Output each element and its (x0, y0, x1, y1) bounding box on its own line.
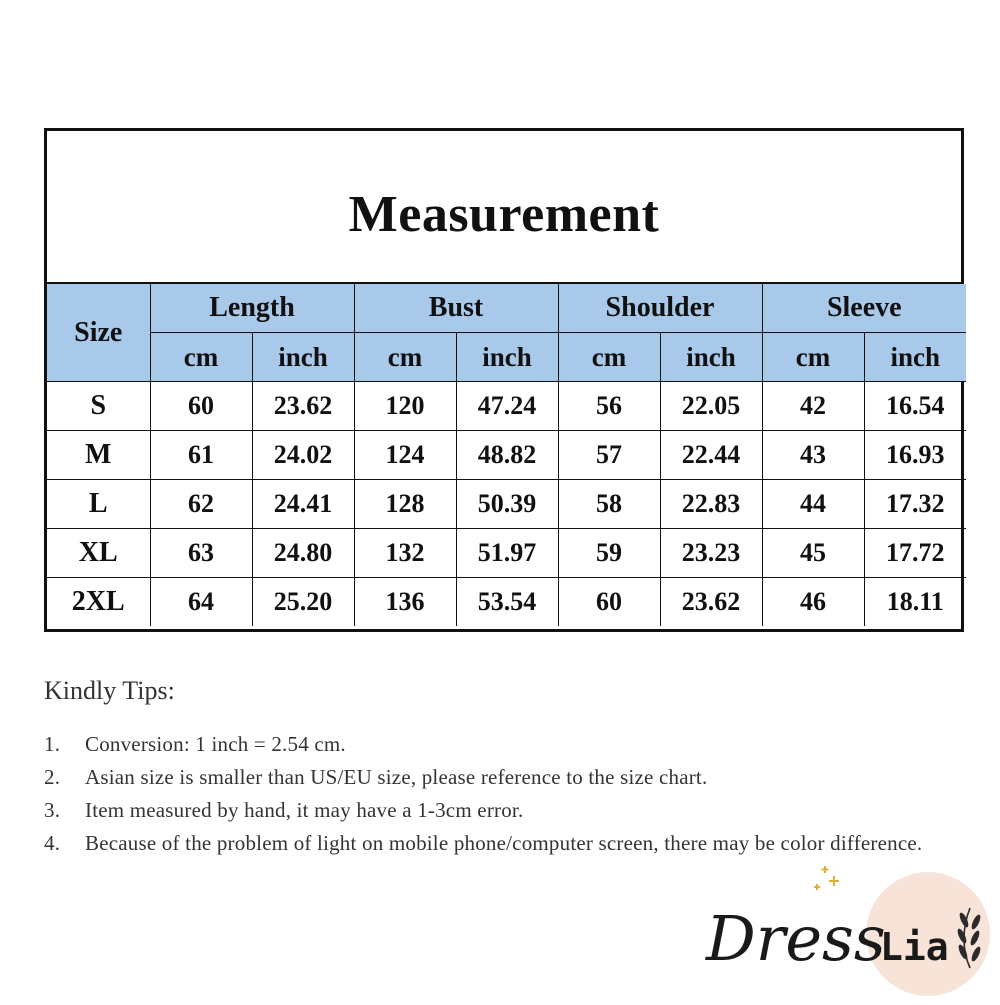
logo-block-text: Lia (880, 925, 949, 969)
measurement-table (47, 284, 966, 626)
length-group-header: Length (150, 284, 354, 333)
tips-heading: Kindly Tips: (44, 676, 175, 705)
table-cell: 128 (354, 480, 456, 529)
table-cell: 61 (150, 431, 252, 480)
table-cell: 22.83 (660, 480, 762, 529)
table-cell: 64 (150, 578, 252, 627)
table-cell: 50.39 (456, 480, 558, 529)
table-row (47, 529, 966, 578)
size-cell: 2XL (47, 578, 150, 627)
table-cell: 58 (558, 480, 660, 529)
table-cell: 25.20 (252, 578, 354, 627)
size-cell: S (47, 382, 150, 431)
table-cell: 23.62 (660, 578, 762, 627)
table-cell: 62 (150, 480, 252, 529)
size-cell: XL (47, 529, 150, 578)
size-cell: L (47, 480, 150, 529)
table-cell: 63 (150, 529, 252, 578)
table-cell: 22.05 (660, 382, 762, 431)
table-cell: 16.93 (864, 431, 966, 480)
title-area (47, 131, 961, 284)
table-cell: 42 (762, 382, 864, 431)
table-cell: 17.72 (864, 529, 966, 578)
brand-logo (700, 862, 1000, 1000)
table-row (47, 382, 966, 431)
table-cell: 59 (558, 529, 660, 578)
unit-header: cm (354, 333, 456, 382)
tips-list (44, 728, 984, 860)
list-number: 3. (44, 798, 61, 822)
table-cell: 22.44 (660, 431, 762, 480)
unit-header: inch (456, 333, 558, 382)
size-cell: M (47, 431, 150, 480)
table-row (47, 431, 966, 480)
list-text: Item measured by hand, it may have a 1-3cm error. (85, 798, 524, 822)
sleeve-group-header: Sleeve (762, 284, 966, 333)
table-cell: 23.23 (660, 529, 762, 578)
table-cell: 16.54 (864, 382, 966, 431)
table-cell: 23.62 (252, 382, 354, 431)
table-cell: 18.11 (864, 578, 966, 627)
list-text: Conversion: 1 inch = 2.54 cm. (85, 732, 346, 756)
list-item (44, 728, 984, 761)
table-row (47, 480, 966, 529)
shoulder-group-header: Shoulder (558, 284, 762, 333)
logo-script-text: Dress (706, 902, 886, 975)
list-item (44, 794, 984, 827)
table-cell: 24.80 (252, 529, 354, 578)
table-cell: 24.02 (252, 431, 354, 480)
unit-header: inch (864, 333, 966, 382)
chart-title: Measurement (348, 186, 660, 243)
table-cell: 56 (558, 382, 660, 431)
list-item (44, 827, 984, 860)
table-cell: 46 (762, 578, 864, 627)
table-row (47, 578, 966, 627)
unit-header: inch (660, 333, 762, 382)
table-cell: 43 (762, 431, 864, 480)
table-cell: 51.97 (456, 529, 558, 578)
table-cell: 57 (558, 431, 660, 480)
table-cell: 132 (354, 529, 456, 578)
unit-header: cm (150, 333, 252, 382)
list-text: Because of the problem of light on mobile phone/computer screen, there may be color difference. (85, 831, 923, 855)
unit-header: inch (252, 333, 354, 382)
unit-header: cm (558, 333, 660, 382)
size-column-header: Size (47, 284, 150, 382)
table-cell: 47.24 (456, 382, 558, 431)
logo-graphic (700, 862, 1000, 1000)
table-cell: 124 (354, 431, 456, 480)
tips-section (44, 676, 984, 860)
list-number: 2. (44, 765, 61, 789)
list-item (44, 761, 984, 794)
table-cell: 120 (354, 382, 456, 431)
table-cell: 45 (762, 529, 864, 578)
table-cell: 53.54 (456, 578, 558, 627)
sparkle-icon (814, 866, 839, 890)
table-cell: 48.82 (456, 431, 558, 480)
table-cell: 60 (150, 382, 252, 431)
unit-header: cm (762, 333, 864, 382)
table-cell: 24.41 (252, 480, 354, 529)
table-cell: 17.32 (864, 480, 966, 529)
table-cell: 60 (558, 578, 660, 627)
size-chart (44, 128, 964, 632)
table-cell: 44 (762, 480, 864, 529)
list-number: 1. (44, 732, 61, 756)
bust-group-header: Bust (354, 284, 558, 333)
table-cell: 136 (354, 578, 456, 627)
list-number: 4. (44, 831, 61, 855)
list-text: Asian size is smaller than US/EU size, please reference to the size chart. (85, 765, 708, 789)
